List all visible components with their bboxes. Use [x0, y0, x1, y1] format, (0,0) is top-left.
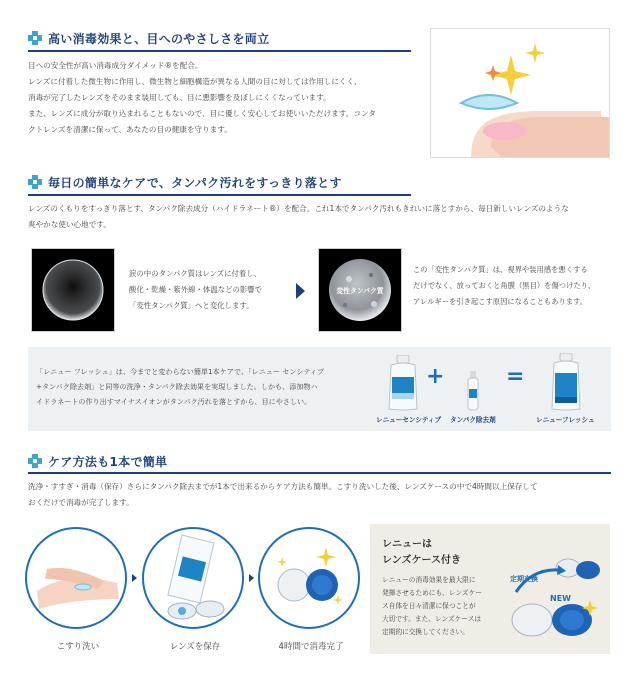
section3-title: ケア方法も1本で簡単 — [48, 454, 168, 469]
comparison-line: イドラネートの作り出すマイナスイオンがタンパク汚れを落とすから、目にやさしい。 — [36, 397, 312, 406]
section3-line: 洗浄・すすぎ・消毒（保存）さらにタンパク除去までが1本で出来るからケア方法も簡単。こすり洗いした後、レンズケースの中で4時間以上保存して — [28, 482, 538, 491]
finger-lens-illustration — [431, 29, 609, 157]
product-label-remover: タンパク除去剤 — [450, 416, 496, 424]
step-disinfect-image — [258, 527, 360, 629]
cross-icon — [28, 454, 42, 468]
case-line: 大切です。また、レンズケースは — [382, 615, 482, 623]
protein-line: 涙の中のタンパク質はレンズに付着し、 — [129, 269, 262, 278]
section1-line: 目への安全性が高い消毒成分ダイメッド®を配合。 — [28, 61, 203, 70]
case-title-1: レニューは — [382, 539, 432, 550]
cross-icon — [28, 175, 42, 189]
finger-lens-image — [430, 28, 610, 158]
section3-line: おくだけで消毒が完了します。 — [28, 498, 134, 507]
lens-case-panel — [370, 524, 610, 654]
comparison-panel — [28, 347, 611, 431]
step-label-store: レンズを保存 — [169, 642, 221, 652]
section2-rule — [28, 194, 411, 196]
section3-text — [28, 479, 618, 511]
section2-heading — [28, 171, 342, 193]
arrow-right-icon — [296, 283, 305, 299]
arrow-right-icon — [132, 574, 137, 582]
section1-line: 消毒が完了したレンズをそのまま装用しても、目に悪影響を及ぼしにくくなっています。 — [28, 93, 331, 102]
protein-line: 酸化・乾燥・紫外線・体温などの影響で — [129, 285, 263, 294]
equals-sign: = — [506, 364, 525, 389]
risk-line: この「変性タンパク質」は、視界や装用感を悪くする — [413, 265, 588, 274]
bottle-and-case-illustration — [144, 529, 242, 627]
section1-rule — [28, 50, 411, 52]
cross-icon — [28, 31, 42, 45]
comparison-line: +タンパク除去剤」と同等の洗浄・タンパク除去効果を実現しました。しかも、添加物ハ — [36, 382, 318, 391]
lens-case-illustration — [260, 529, 358, 627]
step-label-disinfect: 4時間で消毒完了 — [278, 642, 344, 652]
risk-line: アレルギーを引き起こす原因になることもあります。 — [413, 297, 588, 306]
case-text — [382, 574, 502, 639]
section3-heading — [28, 450, 167, 472]
renu-sensitive-bottle-icon — [383, 355, 423, 411]
comparison-text — [36, 364, 366, 409]
case-line: 発揮させるためにも、レンズケー — [382, 589, 482, 597]
denatured-lens-image — [318, 248, 402, 332]
case-line: ス自体を日々清潔に保つことが — [382, 602, 476, 610]
case-line: レニューの消毒効果を最大限に — [382, 576, 476, 584]
new-badge: NEW — [550, 594, 571, 603]
section2-line: 爽やかな使い心地です。 — [28, 220, 111, 229]
section2-line: レンズのくもりをすっきり落とす、タンパク除去成分（ハイドラネート®）を配合。これ1本でタンパク汚れもきれいに落とすから、毎日新しいレンズのような — [28, 204, 569, 213]
renu-fresh-bottle-icon — [546, 353, 586, 411]
exchange-badge: 定期交換 — [510, 575, 538, 583]
denatured-lens-label: 変性タンパク質 — [336, 287, 384, 295]
protein-line: 「変性タンパク質」へと変化します。 — [129, 301, 254, 310]
section2-text — [28, 201, 618, 233]
case-title-2: レンズケース付き — [382, 555, 461, 566]
arrow-right-icon — [249, 574, 254, 582]
clean-lens-illustration — [32, 249, 114, 331]
case-line: 定期的に交換してください。 — [382, 628, 469, 636]
section1-line: クトレンズを清潔に保って、あなたの目の健康を守ります。 — [28, 125, 232, 134]
step-store-image — [142, 527, 244, 629]
section2-title: 毎日の簡単なケアで、タンパク汚れをすっきり落とす — [48, 175, 342, 190]
section1-line: また、レンズに成分が取り込まれることもないので、目に優しく安心してお使いいただけます。コンタ — [28, 109, 376, 118]
protein-remover-bottle-icon — [465, 371, 481, 411]
protein-risk — [413, 262, 618, 310]
rubbing-hands-illustration — [27, 529, 125, 627]
risk-line: だけでなく、放っておくと角膜（黒目）を傷つけたり、 — [413, 281, 596, 290]
section1-heading — [28, 27, 269, 49]
section1-line: レンズに付着した微生物に作用し、微生物と細胞構造が異なる人間の目に対しては作用しにくく、 — [28, 77, 362, 86]
product-label-fresh: レニューフレッシュ — [536, 416, 595, 424]
clean-lens-image — [31, 248, 115, 332]
section3-rule — [28, 472, 611, 474]
protein-explanation — [129, 266, 299, 314]
plus-sign: + — [426, 364, 445, 389]
section1-title: 高い消毒効果と、目へのやさしさを両立 — [48, 31, 270, 46]
comparison-line: 「レニュー フレッシュ」は、今までと変わらない簡単1本ケアで、「レニュー センシティブ — [36, 367, 325, 376]
step-rub-image — [25, 527, 127, 629]
step-label-rub: こすり洗い — [56, 642, 100, 652]
product-label-sensitive: レニューセンシティブ — [376, 416, 442, 424]
section1-text — [28, 58, 418, 138]
